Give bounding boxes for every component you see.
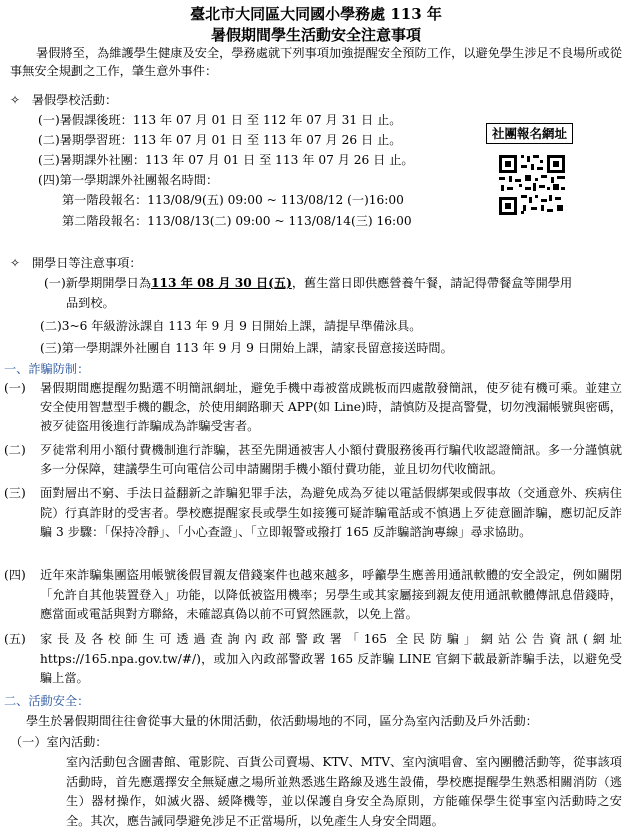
fraud-item-4: 近年來詐騙集團盜用帳號後假冒親友借錢案件也越來越多，呼籲學生應善用通訊軟體的安全設定，例如關閉「允許自其他裝置登入」功能，以降低被盜用機率；另學生或其家屬接到親友使用通訊軟體傳訊息借錢時，應當面或電話與對方聯絡，未確認真偽以前不可貿然匯款，以免上當。 xyxy=(40,568,622,621)
fraud-item-5: 家長及各校師生可透過查詢內政部警政署「165 全民防騙」網站公告資訊(網址 https://165.npa.gov.tw/#/)，或加入內政部警政署 165 反詐騙 LINE 官網下載最新詐騙手法，以避免受騙上當。 xyxy=(40,632,622,685)
doc-title-line1: 臺北市大同區大同國小學務處 113 年 xyxy=(190,5,442,23)
section-fraud-heading: 一、詐騙防制： xyxy=(4,362,90,376)
fraud-num-2: (二) xyxy=(4,443,26,457)
signup-phase-1: 第一階段報名：113/08/9(五) 09:00 ~ 113/08/12 (一)16:00 xyxy=(62,193,404,207)
schedule-item-3: (三)暑期課外社團：113 年 07 月 01 日 至 113 年 07 月 26 日 止。 xyxy=(38,153,414,167)
schedule-item-1: (一)暑假課後班：113 年 07 月 01 日 至 112 年 07 月 31 日 止。 xyxy=(38,113,402,127)
intro-paragraph: 暑假將至，為維護學生健康及安全，學務處就下列事項加強提醒安全預防工作，以避免學生涉足不良場所或從事無安全規劃之工作，肇生意外事件： xyxy=(10,46,622,78)
fraud-num-3: (三) xyxy=(4,486,26,500)
activity-intro: 學生於暑假期間往往會從事大量的休閒活動，依活動場地的不同，區分為室內活動及戶外活動： xyxy=(26,714,538,728)
activity-indoor-heading: （一）室內活動： xyxy=(10,735,108,749)
school-start-item-1: (一)新學期開學日為113 年 08 月 30 日(五)，舊生當日即供應營養午餐，請記得帶餐盒等開學用 xyxy=(44,276,573,290)
fraud-item-3: 面對層出不窮、手法日益翻新之詐騙犯罪手法，為避免成為歹徒以電話假綁架或假事故（交通意外、疾病住院）行真詐財的受害者。學校應提醒家長或學生如接獲可疑詐騙電話或不慎遇上歹徒意圖詐騙，應切記反詐騙 3 步驟：「保持冷靜」、「小心查證」、「立即報警或撥打 165 反詐騙諮詢專線」尋求協助。 xyxy=(40,486,622,539)
schedule-item-2: (二)暑期學習班：113 年 07 月 01 日 至 113 年 07 月 26 日 止。 xyxy=(38,133,402,147)
qr-code-label: 社團報名網址 xyxy=(486,123,573,144)
schedule-item-4: (四)第一學期課外社團報名時間： xyxy=(38,173,219,187)
section-school-start-heading: ✧ 開學日等注意事項： xyxy=(10,256,142,270)
signup-phase-2: 第二階段報名：113/08/13(二) 09:00 ~ 113/08/14(三) 16:00 xyxy=(62,214,412,228)
section-schedule-heading: ✧ 暑假學校活動： xyxy=(10,93,118,107)
school-start-item-3: (三)第一學期課外社團自 113 年 9 月 9 日開始上課，請家長留意接送時間。 xyxy=(40,341,453,355)
school-start-item-2: (二)3~6 年級游泳課自 113 年 9 月 9 日開始上課，請提早準備泳具。 xyxy=(40,319,422,333)
fraud-num-1: (一) xyxy=(4,381,26,395)
activity-indoor-text: 室內活動包含圖書館、電影院、百貨公司賣場、KTV、MTV、室內演唱會、室內團體活動等，從事該項活動時，首先應選擇安全無疑慮之場所並熟悉逃生路線及逃生設備，學校應提醒學生熟悉相關消防（逃生）器材操作，如滅火器、緩降機等，並以保護自身安全為原則，方能確保學生從事室內活動時之安全。其次，應告誡同學避免涉足不正當場所，以免產生人身安全問題。 xyxy=(66,755,622,828)
fraud-num-5: (五) xyxy=(4,632,26,646)
fraud-num-4: (四) xyxy=(4,568,26,582)
school-start-item-1-cont: 品到校。 xyxy=(66,296,115,310)
doc-title-line2: 暑假期間學生活動安全注意事項 xyxy=(210,26,421,44)
fraud-item-1: 暑假期間應提醒勿點選不明簡訊網址，避免手機中毒被當成跳板而四處散發簡訊，使歹徒有機可乘。並建立安全使用智慧型手機的觀念，於使用網路聊天 APP(如 Line)時，請慎防及提高警覺，切勿洩漏帳號與密碼，被歹徒盜用後進行詐騙成為詐騙受害者。 xyxy=(40,381,622,433)
section-activity-heading: 二、活動安全： xyxy=(4,694,90,708)
fraud-item-2: 歹徒常利用小額付費機制進行詐騙，甚至先開通被害人小額付費服務後再行騙代收認證簡訊。多一分謹慎就多一分保障，建議學生可向電信公司申請關閉手機小額付費功能，並且切勿代收簡訊。 xyxy=(40,443,622,476)
